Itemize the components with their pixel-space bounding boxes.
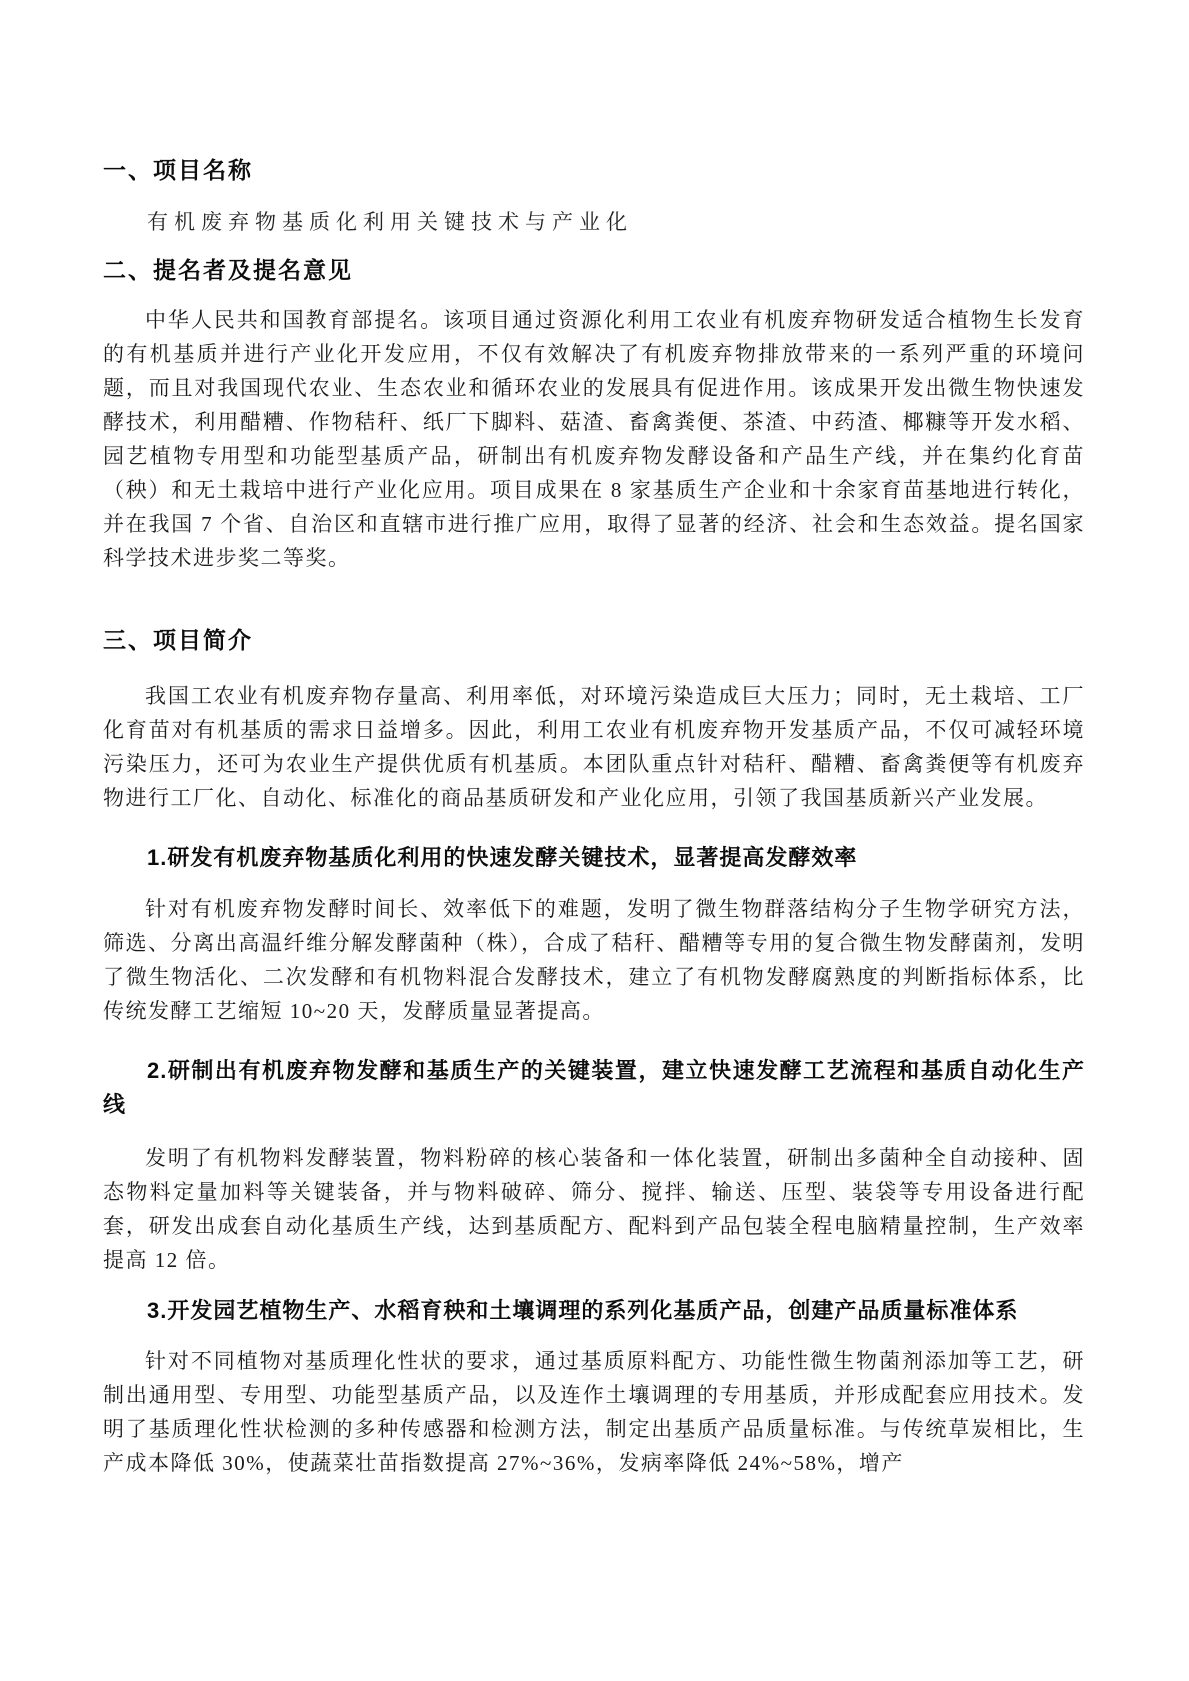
subsection1-paragraph: 针对有机废弃物发酵时间长、效率低下的难题，发明了微生物群落结构分子生物学研究方法，筛选、分离出高温纤维分解发酵菌种（株），合成了秸秆、醋糟等专用的复合微生物发酵菌剂，发明了微生物活化、二次发酵和有机物料混合发酵技术，建立了有机物发酵腐熟度的判断指标体系，比传统发酵工艺缩短 10~20 天，发酵质量显著提高。	[103, 897, 1085, 1023]
section2-heading: 二、提名者及提名意见	[103, 257, 353, 283]
subsection2-paragraph: 发明了有机物料发酵装置，物料粉碎的核心装备和一体化装置，研制出多菌种全自动接种、固态物料定量加料等关键装备，并与物料破碎、筛分、搅拌、输送、压型、装袋等专用设备进行配套，研发出成套自动化基质生产线，达到基质配方、配料到产品包装全程电脑精量控制，生产效率提高 12 倍。	[103, 1146, 1085, 1272]
section1-heading: 一、项目名称	[103, 157, 253, 183]
subsection1-heading: 1.研发有机废弃物基质化利用的快速发酵关键技术，显著提高发酵效率	[147, 845, 858, 870]
subsection2-heading: 2.研制出有机废弃物发酵和基质生产的关键装置，建立快速发酵工艺流程和基质自动化生产线	[103, 1058, 1085, 1117]
project-name: 有机废弃物基质化利用关键技术与产业化	[147, 210, 633, 234]
subsection3-paragraph: 针对不同植物对基质理化性状的要求，通过基质原料配方、功能性微生物菌剂添加等工艺，研制出通用型、专用型、功能型基质产品，以及连作土壤调理的专用基质，并形成配套应用技术。发明了基质理化性状检测的多种传感器和检测方法，制定出基质产品质量标准。与传统草炭相比，生产成本降低 30%，使蔬菜壮苗指数提高 27%~36%，发病率降低 24%~58%，增产	[103, 1349, 1085, 1475]
subsection3-heading: 3.开发园艺植物生产、水稻育秧和土壤调理的系列化基质产品，创建产品质量标准体系	[147, 1298, 1019, 1323]
project-intro-paragraph: 我国工农业有机废弃物存量高、利用率低，对环境污染造成巨大压力；同时，无土栽培、工厂化育苗对有机基质的需求日益增多。因此，利用工农业有机废弃物开发基质产品，不仅可减轻环境污染压力，还可为农业生产提供优质有机基质。本团队重点针对秸秆、醋糟、畜禽粪便等有机废弃物进行工厂化、自动化、标准化的商品基质研发和产业化应用，引领了我国基质新兴产业发展。	[103, 684, 1085, 810]
section3-heading: 三、项目简介	[103, 627, 253, 653]
nomination-paragraph: 中华人民共和国教育部提名。该项目通过资源化利用工农业有机废弃物研发适合植物生长发育的有机基质并进行产业化开发应用，不仅有效解决了有机废弃物排放带来的一系列严重的环境问题，而且对我国现代农业、生态农业和循环农业的发展具有促进作用。该成果开发出微生物快速发酵技术，利用醋糟、作物秸秆、纸厂下脚料、菇渣、畜禽粪便、茶渣、中药渣、椰糠等开发水稻、园艺植物专用型和功能型基质产品，研制出有机废弃物发酵设备和产品生产线，并在集约化育苗（秧）和无土栽培中进行产业化应用。项目成果在 8 家基质生产企业和十余家育苗基地进行转化，并在我国 7 个省、自治区和直辖市进行推广应用，取得了显著的经济、社会和生态效益。提名国家科学技术进步奖二等奖。	[103, 308, 1085, 570]
